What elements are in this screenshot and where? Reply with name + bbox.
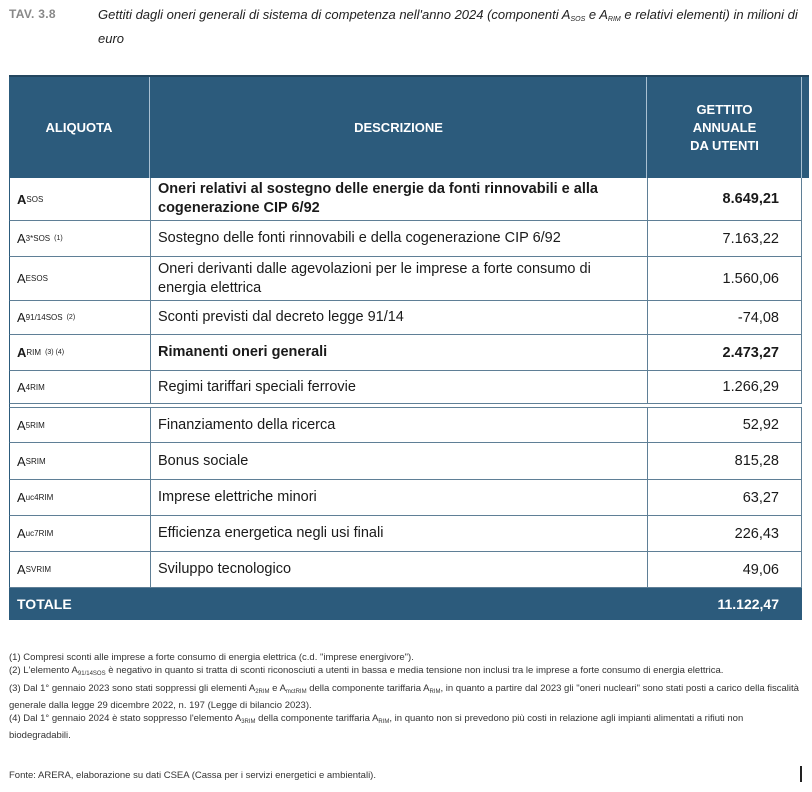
descrizione-cell: Imprese elettriche minori: [152, 480, 648, 515]
descrizione-cell: Efficienza energetica negli usi finali: [152, 516, 648, 551]
aliquota-cell: A 91/14SOS (2): [10, 301, 151, 334]
data-table: [9, 75, 809, 620]
table-row: [9, 408, 802, 443]
aliquota-cell: A RIM (3) (4): [10, 335, 151, 370]
footnote-4: (4) Dal 1° gennaio 2024 è stato soppresso l'elemento $A_{3RIM}$ della componente tariffaria $A_{RIM}$, in quanto non si prevedono più costi in relazione agli impianti alimentati a rifiuti non biodegradabili.: [9, 713, 744, 742]
gettito-cell: -74,08: [649, 301, 802, 334]
gettito-cell: 226,43: [649, 516, 802, 551]
source-note: Fonte: ARERA, elaborazione su dati CSEA (Cassa per i servizi energetici e ambientali).: [9, 770, 376, 781]
gettito-cell: 52,92: [649, 408, 802, 442]
descrizione-cell: Oneri relativi al sostegno delle energie da fonti rinnovabili e alla cogenerazione CIP 6/92: [152, 178, 648, 220]
descrizione-cell: Finanziamento della ricerca: [152, 408, 648, 442]
gettito-cell: 63,27: [649, 480, 802, 515]
table-row: [9, 335, 802, 371]
total-label: TOTALE: [17, 596, 72, 612]
descrizione-cell: Sviluppo tecnologico: [152, 552, 648, 587]
table-number: TAV. 3.8: [9, 7, 56, 21]
table-row: [9, 443, 802, 480]
gettito-cell: 1.266,29: [649, 371, 802, 403]
aliquota-cell: A uc7RIM: [10, 516, 151, 551]
text-cursor: [800, 766, 802, 782]
footnote-3: (3) Dal 1° gennaio 2023 sono stati soppressi gli elementi $A_{2RIM}$ e $A_{mctRIM}$ della componente tariffaria $A_{RIM}$, in quanto a partire dal 2023 gli "oneri nucleari" sono stati posti a carico della fiscalità generale dalla legge 29 dicembre 2022, n. 197 (Legge di bilancio 2023).: [9, 682, 799, 711]
total-value: 11.122,47: [717, 596, 779, 612]
descrizione-cell: Regimi tariffari speciali ferrovie: [152, 371, 648, 403]
gettito-cell: 815,28: [649, 443, 802, 479]
footnotes: [9, 651, 804, 743]
gettito-cell: 8.649,21: [649, 178, 802, 220]
aliquota-cell: A 3*SOS (1): [10, 221, 151, 256]
footnote-2: (2) L'elemento $A_{91/14SOS}$ è negativo in quanto si tratta di sconti riconosciuti a utenti in bassa e media tensione non inclusi tra le imprese a forte consumo di energia elettrica.: [9, 665, 724, 678]
aliquota-cell: A 5RIM: [10, 408, 151, 442]
gettito-cell: 49,06: [649, 552, 802, 587]
descrizione-cell: Sconti previsti dal decreto legge 91/14: [152, 301, 648, 334]
aliquota-cell: A 4RIM: [10, 371, 151, 403]
gettito-cell: 1.560,06: [649, 257, 802, 300]
table-row: [9, 221, 802, 257]
aliquota-cell: A SOS: [10, 178, 151, 220]
gettito-cell: 7.163,22: [649, 221, 802, 256]
table-row: [9, 516, 802, 552]
column-header-aliquota: ALIQUOTA: [9, 77, 150, 178]
table-row: [9, 552, 802, 588]
total-row: [9, 588, 802, 620]
table-row: [9, 178, 802, 221]
table-row: [9, 371, 802, 404]
table-row: [9, 480, 802, 516]
descrizione-cell: Rimanenti oneri generali: [152, 335, 648, 370]
aliquota-cell: A ESOS: [10, 257, 151, 300]
table-row: [9, 301, 802, 335]
aliquota-cell: A SRIM: [10, 443, 151, 479]
descrizione-cell: Sostegno delle fonti rinnovabili e della cogenerazione CIP 6/92: [152, 221, 648, 256]
table-row: [9, 257, 802, 301]
gettito-cell: 2.473,27: [649, 335, 802, 370]
descrizione-cell: Bonus sociale: [152, 443, 648, 479]
column-header-descrizione: DESCRIZIONE: [151, 77, 647, 178]
table-title: Gettiti dagli oneri generali di sistema di competenza nell'anno 2024 (componenti $A_{SOS}$ e $A_{RIM}$ e relativi elementi) in milioni di euro: [98, 7, 798, 46]
column-header-gettito: GETTITO ANNUALE DA UTENTI: [648, 77, 802, 178]
table-header: [9, 75, 809, 178]
footnote-1: (1) Compresi sconti alle imprese a forte consumo di energia elettrica (c.d. "imprese energivore").: [9, 652, 414, 663]
aliquota-cell: A uc4RIM: [10, 480, 151, 515]
descrizione-cell: Oneri derivanti dalle agevolazioni per le imprese a forte consumo di energia elettrica: [152, 257, 648, 300]
aliquota-cell: A SVRIM: [10, 552, 151, 587]
table-body: [9, 178, 809, 620]
